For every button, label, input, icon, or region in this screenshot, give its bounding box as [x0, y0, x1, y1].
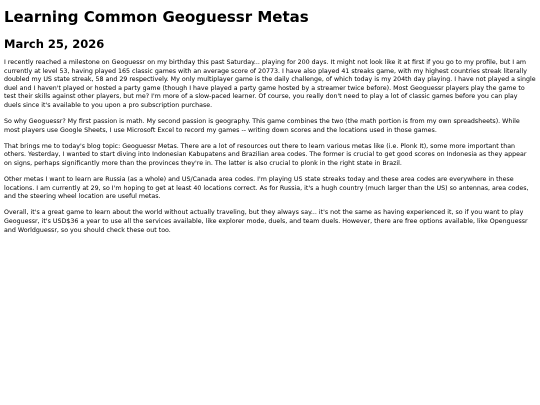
post-paragraph-5: Overall, it's a great game to learn about the world without actually traveling, but they always say... it's not the same as having experienced it, so if you want to play Geoguessr, it's USD$36 a year to use all the services available, like explorer mode, duels, and team duels. However, there are free options available, like Openguessr and Worldguessr, so you should check these out too.	[4, 209, 528, 234]
post-paragraph-2: So why Geoguessr? My first passion is math. My second passion is geography. This game combines the two (the math portion is from my own spreadsheets). While most players use Google Sheets, I use Microsoft Excel to record my games -- writing down scores and the locations used in those games.	[4, 118, 520, 134]
post-paragraph-3: That brings me to today's blog topic: Geoguessr Metas. There are a lot of resources out there to learn various metas like (i.e. Plonk It), some more important than others. Yesterday, I wanted to start diving into Indonesian Kabupatens and Brazilian area codes. The former is crucial to get good scores on Indonesia as they appear on signs, perhaps significantly more than the provinces they're in. The latter is also crucial to plonk in the right state in Brazil.	[4, 142, 527, 167]
post-date: March 25, 2026	[4, 37, 105, 51]
post-title: Learning Common Geoguessr Metas	[4, 8, 309, 26]
post-paragraph-4: Other metas I want to learn are Russia (as a whole) and US/Canada area codes. I'm playing US state streaks today and these area codes are everywhere in these locations. I am currently at 29, so I'm hoping to get at least 40 locations correct. As for Russia, it's a hugh country (much larger than the US) so antennas, area codes, and the steering wheel location are useful metas.	[4, 176, 529, 201]
post-paragraph-1: I recently reached a milestone on Geoguessr on my birthday this past Saturday... playing for 200 days. It might not look like it at first if you go to my profile, but I am currently at level 53, having played 165 classic games with an average score of 20773. I have also played 41 streaks game, with my highest countries streak literally doubled my US state streak, 58 and 29 respectively. My only multiplayer game is the daily challenge, of which today is my 204th day playing. I have not played a single duel and I haven't played or hosted a party game (though I have played a party game hosted by a streamer twice before). Most Geoguessr players play the game to test their skills against other players, but me? I'm more of a slow-paced learner. Of course, you really don't need to play a lot of classic games before you can play duels since it's available to you upon a pro subscription purchase.	[4, 59, 536, 109]
